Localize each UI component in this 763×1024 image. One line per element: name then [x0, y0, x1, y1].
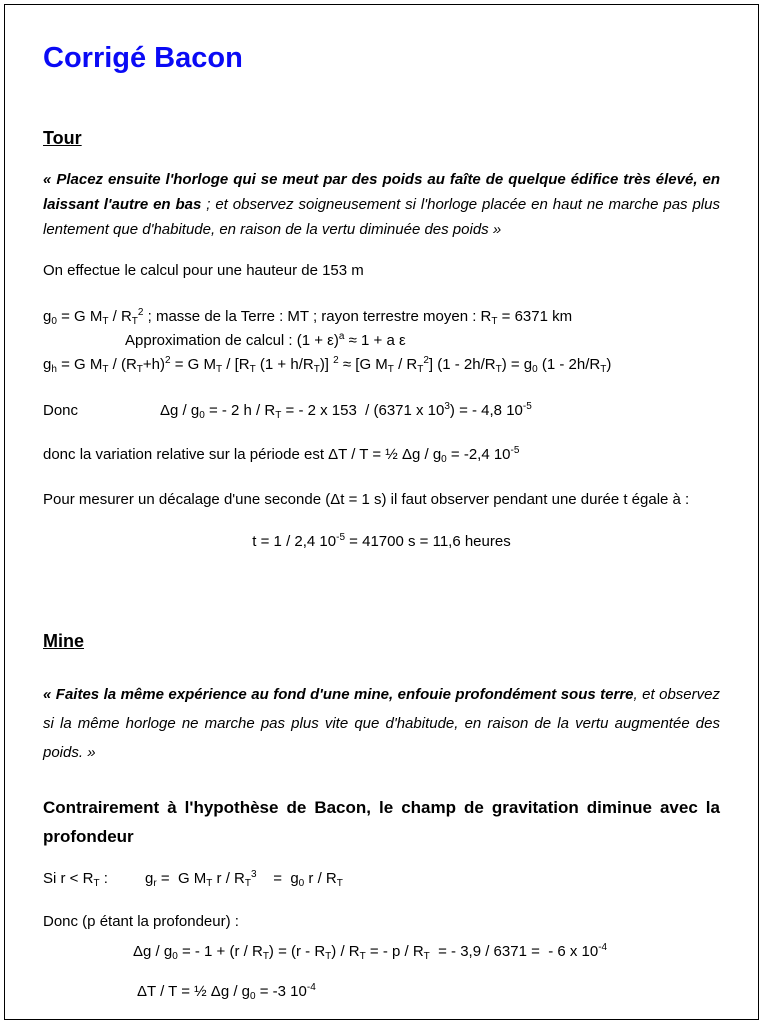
formula-approximation: Approximation de calcul : $(1 + \varepsilon)^a \approx 1 + a$ ε [125, 331, 406, 349]
condition-label: Si $r < R_T$ : [43, 870, 108, 889]
formula-g0: $g_0 = G$ $M_T / R_T^2$ ; masse de la Terre : MT ; rayon terrestre moyen : $R_T = 6371$ km [43, 307, 573, 327]
formula-gr: $g_r = G$ $M_T$ r / $R_T^3$ = $g_0$ r / $R_T$ [145, 869, 343, 889]
mine-donc-line: Donc (p étant la profondeur) : [43, 913, 239, 930]
mine-quote-bold-part: « Faites la même expérience au fond d'une mine, enfouie profondément sous terre [43, 686, 634, 703]
section-heading-tour: Tour [43, 128, 82, 148]
mine-formula-delta-g: Δg / $g_0$ = - $1 + (r / R_T) = (r - R_T) / R_T$ = - p / $R_T$ = - 3,9 / 6371 = - 6 x $10^{-4}$ [133, 942, 608, 962]
section-heading-mine: Mine [43, 631, 85, 651]
mine-quote [43, 680, 720, 767]
formula-delta-g: Δg / $g_0$ = - 2 h / $R_T$ = - 2 x 153 / (6371 x $10^3$) = - 4,8 $10^{-5}$ [160, 401, 532, 421]
tour-intro-line: On effectue le calcul pour une hauteur de 153 m [43, 262, 364, 279]
mine-statement: Contrairement à l'hypothèse de Bacon, le champ de gravitation diminue avec la profondeur [43, 798, 720, 846]
tour-quote-bold-part: « Placez ensuite l'horloge qui se meut par des poids au faîte de quelque édifice très élevé, en laissant l'autre en bas [43, 171, 720, 213]
tour-quote-regular-part: ; et observez soigneusement si l'horloge placée en haut ne marche pas plus lentement que d'habitude, en raison de la vertu diminuée des poids » [43, 196, 720, 238]
page-title: Corrigé Bacon [43, 42, 243, 74]
tour-donc-row [43, 399, 720, 423]
tour-formula-block [43, 305, 720, 377]
tour-variation-line: donc la variation relative sur la période est ΔT / T = ½ $\Delta g / g_0 = -2,4$ $10^{-5}$ [43, 445, 520, 465]
formula-gh: $g_h = G$ $M_T / (R_T+h)^2 = G$ $M_T / [R_T$ $(1 + h/R_T)$] $^2$ ≈ [G $M_T / R_T^2$] $(1 - 2h/R_T) = g_0$ $(1 - 2h/R_T)$ [43, 355, 612, 375]
mine-formula-delta-t: ΔT / T = ½ $\Delta g / g_0 = -3$ $10^{-4}$ [137, 982, 316, 1002]
page-border-frame [4, 4, 759, 1020]
tour-quote [43, 167, 720, 242]
donc-label: Donc [43, 402, 79, 419]
tour-measure-line: Pour mesurer un décalage d'une seconde (Δt = 1 s) il faut observer pendant une durée t égale à : [43, 491, 690, 508]
mine-condition-row [43, 867, 720, 891]
tour-time-result: t = 1 / 2,4 $10^{-5} = 41700$ s = 11,6 heures [252, 532, 511, 550]
mine-quote-regular-part: , et observez si la même horloge ne marche pas plus vite que d'habitude, en raison de la vertu augmentée des poids. » [43, 686, 720, 761]
